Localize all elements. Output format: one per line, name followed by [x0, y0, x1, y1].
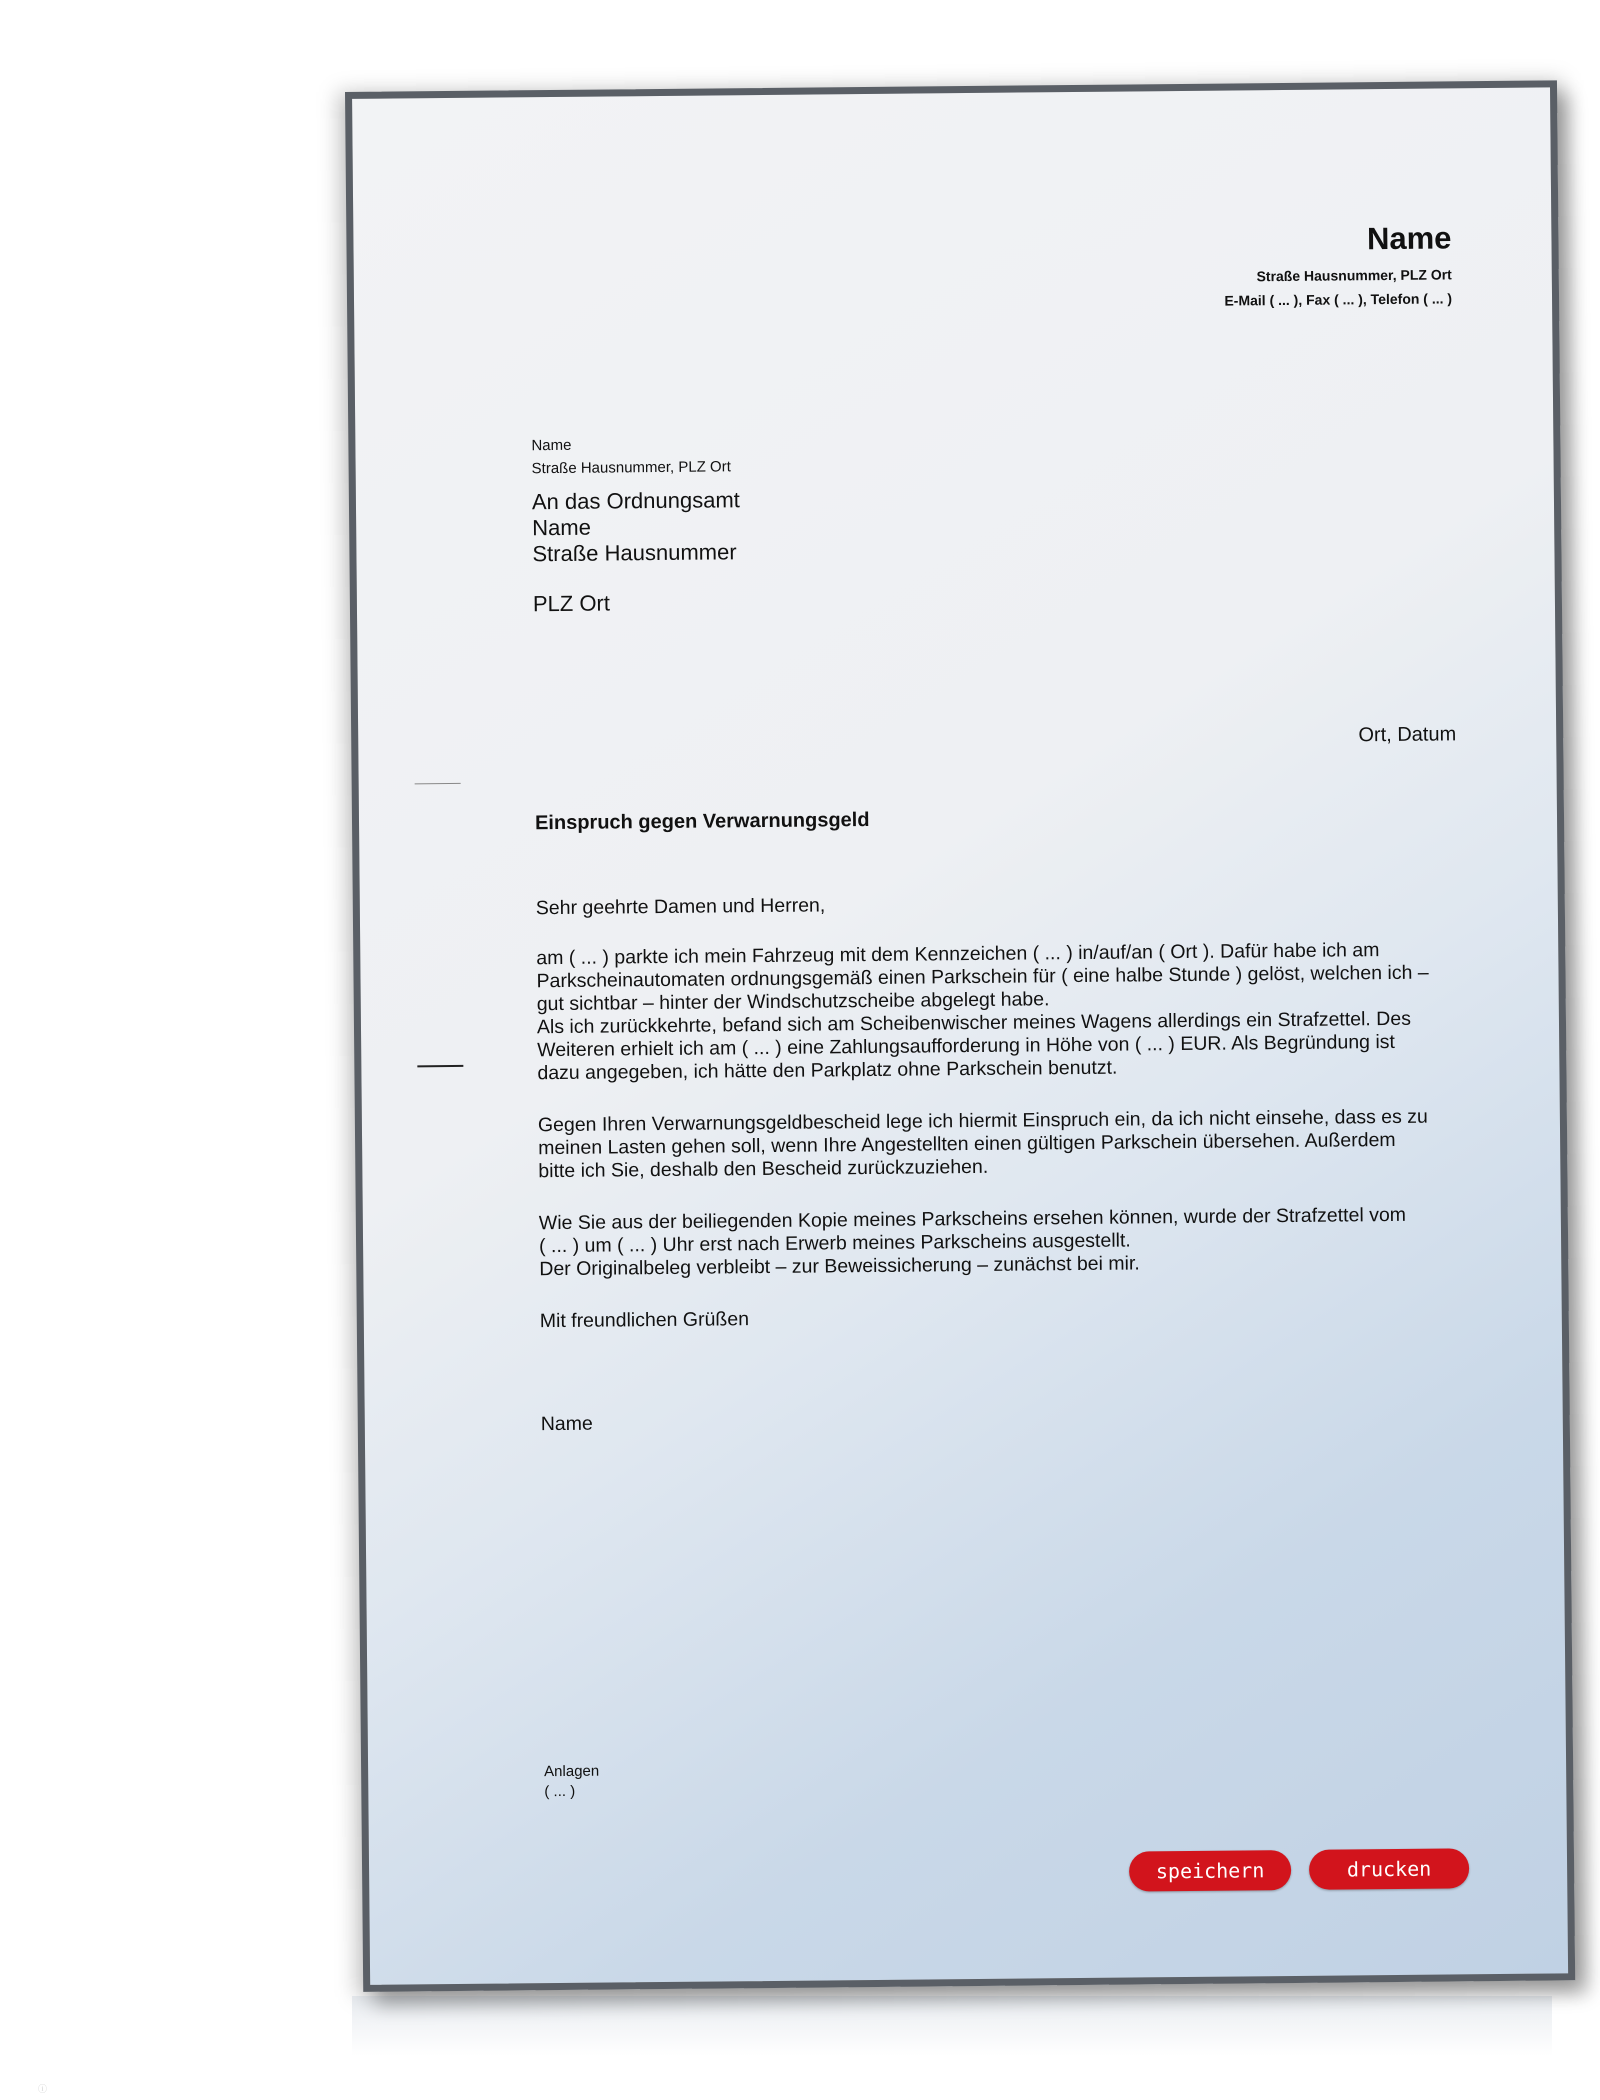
paragraph-1-line: Parkscheinautomaten ordnungsgemäß einen Parkschein für ( eine halbe Stunde ) gelöst, welchen ich –	[536, 961, 1429, 993]
print-button[interactable]: drucken	[1309, 1848, 1469, 1890]
attachments-value: ( ... )	[544, 1782, 576, 1801]
punch-mark	[417, 1065, 463, 1067]
paragraph-3-line: ( ... ) um ( ... ) Uhr erst nach Erwerb meines Parkscheins ausgestellt.	[538, 1229, 1131, 1258]
paragraph-1-line: dazu angegeben, ich hätte den Parkplatz ohne Parkschein benutzt.	[537, 1056, 1118, 1085]
closing: Mit freundlichen Grüßen	[539, 1308, 750, 1333]
sender-name: Name	[1366, 220, 1452, 257]
recipient-line-4: PLZ Ort	[532, 590, 611, 617]
sheet-reflection	[352, 1996, 1552, 2056]
paragraph-2-line: meinen Lasten gehen soll, wenn Ihre Angestellten einen gültigen Parkschein übersehen. Außerdem	[538, 1128, 1396, 1160]
paragraph-2-line: bitte ich Sie, deshalb den Bescheid zurückzuziehen.	[538, 1155, 989, 1183]
paragraph-3-line: Wie Sie aus der beiliegenden Kopie meines Parkscheins ersehen können, wurde der Strafzettel vom	[538, 1203, 1407, 1235]
recipient-line-3: Straße Hausnummer	[532, 539, 737, 567]
watermark-icon: ⓘ	[38, 2084, 48, 2094]
recipient-line-2: Name	[532, 514, 591, 541]
salutation: Sehr geehrte Damen und Herren,	[535, 894, 826, 920]
letter-sheet	[345, 80, 1575, 1992]
paragraph-1-line: gut sichtbar – hinter der Windschutzscheibe abgelegt habe.	[536, 988, 1050, 1016]
paragraph-1-line: Als ich zurückkehrte, befand sich am Scheibenwischer meines Wagens allerdings ein Strafzettel. Des	[536, 1007, 1412, 1039]
attachments-label: Anlagen	[544, 1762, 600, 1781]
place-date: Ort, Datum	[1358, 723, 1457, 747]
subject-line: Einspruch gegen Verwarnungsgeld	[534, 808, 870, 835]
recipient-line-1: An das Ordnungsamt	[531, 487, 740, 515]
sender-contact: E-Mail ( ... ), Fax ( ... ), Telefon ( ... )	[1224, 290, 1453, 309]
save-button[interactable]: speichern	[1129, 1850, 1291, 1892]
signature-name: Name	[540, 1412, 593, 1436]
paragraph-3-line: Der Originalbeleg verbleibt – zur Beweissicherung – zunächst bei mir.	[539, 1252, 1140, 1281]
paragraph-1-line: am ( ... ) parkte ich mein Fahrzeug mit dem Kennzeichen ( ... ) in/auf/an ( Ort ). Dafür habe ich am	[536, 939, 1380, 970]
sender-address: Straße Hausnummer, PLZ Ort	[1256, 266, 1452, 285]
paragraph-2-line: Gegen Ihren Verwarnungsgeldbescheid lege ich hiermit Einspruch ein, da ich nicht einsehe, dass es zu	[537, 1105, 1428, 1137]
paragraph-1-line: Weiteren erhielt ich am ( ... ) eine Zahlungsaufforderung in Höhe von ( ... ) EUR. Als Begründung ist	[537, 1030, 1395, 1062]
return-name: Name	[531, 436, 572, 455]
fold-mark	[415, 783, 461, 784]
return-address: Straße Hausnummer, PLZ Ort	[531, 458, 731, 478]
